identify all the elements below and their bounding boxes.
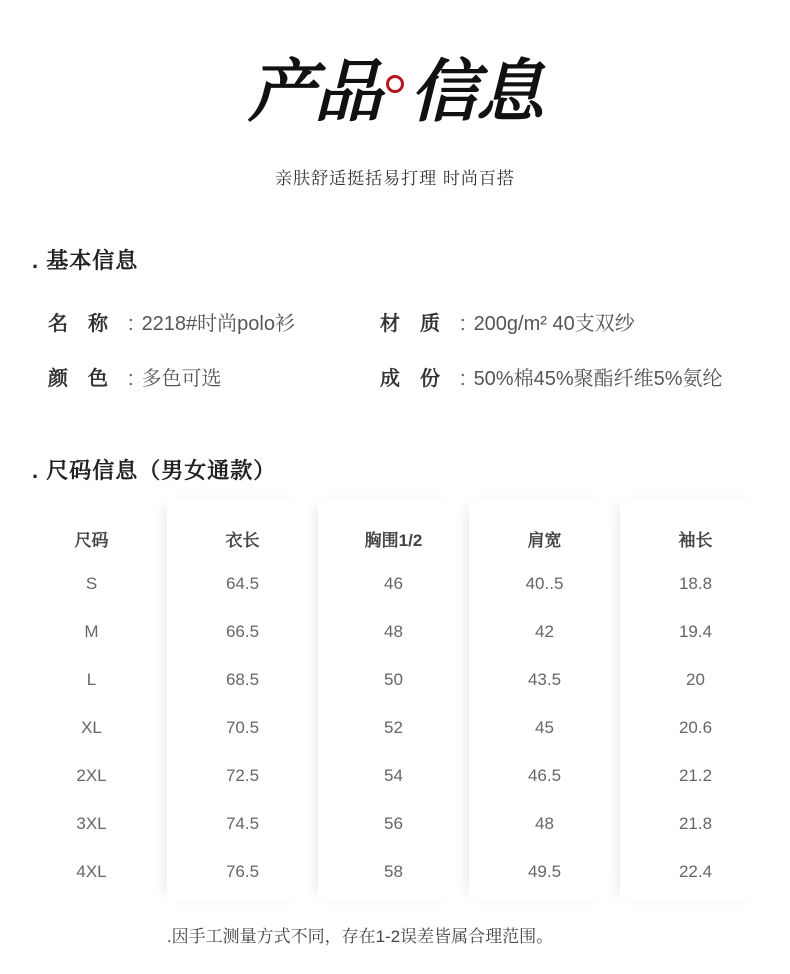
table-cell: 48 [384, 622, 403, 641]
table-cell: 20.6 [678, 718, 713, 737]
composition-label: 成 份 [380, 368, 440, 390]
table-cell: M [84, 622, 99, 641]
size-table [16, 498, 772, 902]
table-cell: 54 [384, 766, 403, 785]
material-value: 200g/m² 40支双纱 [473, 313, 635, 335]
material-row [380, 307, 635, 336]
table-cell: 46 [384, 574, 403, 593]
page-subtitle: 亲肤舒适挺括易打理 时尚百搭 [275, 169, 515, 188]
table-cell: 21.8 [678, 814, 713, 833]
name-row [48, 307, 295, 336]
title-left: 产品 [247, 52, 380, 132]
table-cell: XL [81, 718, 102, 737]
table-cell: 18.8 [678, 574, 713, 593]
composition-colon: : [460, 368, 466, 390]
color-label: 颜 色 [48, 368, 108, 390]
table-cell: 56 [384, 814, 403, 833]
table-cell: 4XL [76, 862, 107, 881]
table-cell: 70.5 [225, 718, 260, 737]
table-cell: 22.4 [678, 862, 713, 881]
basic-info-heading: . 基本信息 [32, 248, 139, 273]
size-column [318, 498, 469, 902]
table-cell: S [85, 574, 98, 593]
column-header: 肩宽 [527, 531, 562, 550]
column-header: 袖长 [678, 531, 713, 550]
page-title [0, 52, 790, 132]
table-cell: 49.5 [527, 862, 562, 881]
material-colon: : [460, 313, 466, 335]
column-header: 衣长 [225, 531, 260, 550]
table-cell: 48 [535, 814, 554, 833]
size-column [469, 498, 620, 902]
table-cell: 76.5 [225, 862, 260, 881]
table-cell: 50 [384, 670, 403, 689]
size-column [620, 498, 771, 902]
circle-dot-icon [386, 75, 404, 93]
table-cell: 68.5 [225, 670, 260, 689]
table-cell: 46.5 [527, 766, 562, 785]
size-column [16, 498, 167, 902]
measurement-note: .因手工测量方式不同，存在1-2误差皆属合理范围。 [166, 927, 554, 946]
color-row [48, 362, 222, 391]
size-column [167, 498, 318, 902]
color-colon: : [128, 368, 134, 390]
column-header: 尺码 [74, 531, 109, 550]
name-colon: : [128, 313, 134, 335]
column-header: 胸围1/2 [364, 531, 423, 550]
table-cell: 3XL [76, 814, 107, 833]
name-label: 名 称 [48, 313, 108, 335]
table-cell: 58 [384, 862, 403, 881]
title-right: 信息 [410, 52, 543, 132]
composition-row [380, 362, 723, 391]
table-cell: 43.5 [527, 670, 562, 689]
table-cell: 74.5 [225, 814, 260, 833]
size-info-heading: . 尺码信息（男女通款） [32, 458, 277, 483]
table-cell: 20 [686, 670, 705, 689]
table-cell: L [86, 670, 97, 689]
table-cell: 64.5 [225, 574, 260, 593]
material-label: 材 质 [380, 313, 440, 335]
color-value: 多色可选 [141, 368, 222, 390]
table-cell: 52 [384, 718, 403, 737]
table-cell: 19.4 [678, 622, 713, 641]
table-cell: 2XL [76, 766, 107, 785]
table-cell: 40..5 [525, 574, 564, 593]
table-cell: 72.5 [225, 766, 260, 785]
table-cell: 66.5 [225, 622, 260, 641]
table-cell: 21.2 [678, 766, 713, 785]
composition-value: 50%棉45%聚酯纤维5%氨纶 [473, 368, 723, 390]
name-value: 2218#时尚polo衫 [141, 313, 295, 335]
table-cell: 42 [535, 622, 554, 641]
table-cell: 45 [535, 718, 554, 737]
